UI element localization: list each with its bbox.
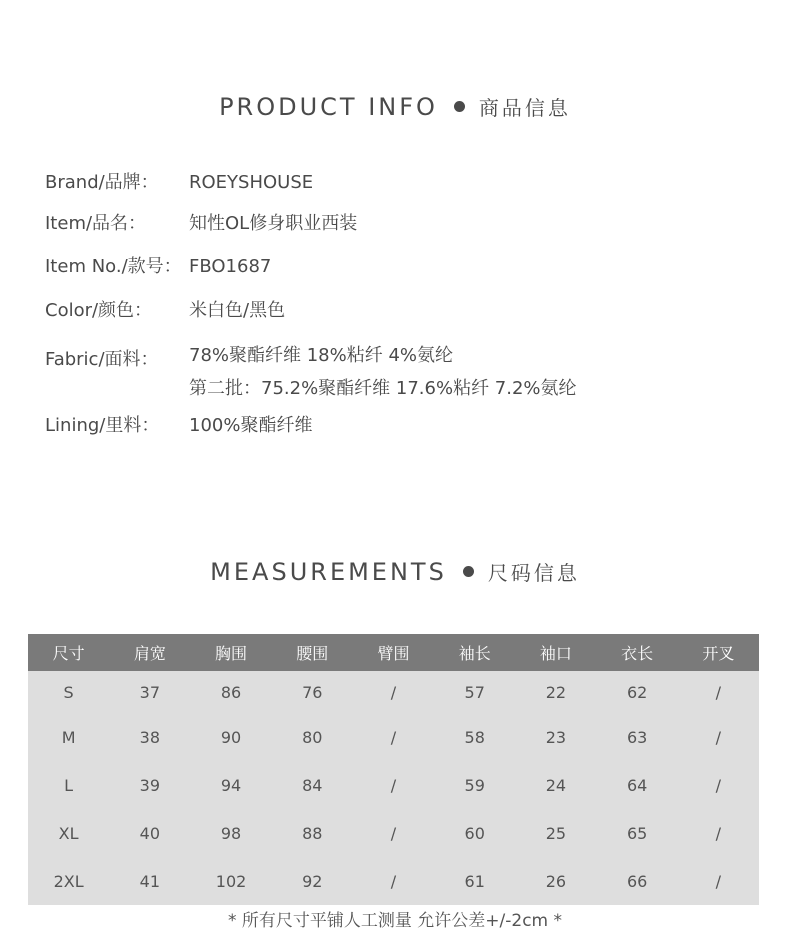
- table-cell: 98: [190, 809, 271, 857]
- table-cell: 62: [597, 671, 678, 713]
- table-row: [28, 761, 759, 809]
- title-dot-icon: [454, 101, 465, 112]
- table-header: 肩宽: [109, 634, 190, 671]
- info-label: Item No./款号：: [45, 256, 182, 277]
- table-cell: 2XL: [28, 857, 109, 905]
- info-row-item: [45, 209, 357, 235]
- table-row: [28, 809, 759, 857]
- table-header: 袖口: [515, 634, 596, 671]
- table-cell: 40: [109, 809, 190, 857]
- info-label: Brand/品牌：: [45, 172, 159, 193]
- table-cell: 94: [190, 761, 271, 809]
- size-table: [28, 634, 759, 905]
- info-row-brand: [45, 168, 313, 194]
- info-value: 知性OL修身职业西装: [189, 213, 358, 234]
- info-row-lining: [45, 411, 312, 437]
- table-header: 尺寸: [28, 634, 109, 671]
- measurements-title: [0, 557, 790, 586]
- table-cell: 80: [272, 713, 353, 761]
- table-cell: /: [353, 671, 434, 713]
- table-cell: 41: [109, 857, 190, 905]
- table-cell: 24: [515, 761, 596, 809]
- info-row-color: [45, 296, 285, 322]
- table-cell: 22: [515, 671, 596, 713]
- measurement-note: * 所有尺寸平铺人工测量 允许公差+/-2cm *: [227, 911, 563, 931]
- table-cell: /: [678, 857, 759, 905]
- table-cell: 86: [190, 671, 271, 713]
- table-cell: /: [353, 857, 434, 905]
- table-row: [28, 713, 759, 761]
- product-info-title: [0, 92, 790, 121]
- table-cell: 26: [515, 857, 596, 905]
- table-cell: 61: [434, 857, 515, 905]
- info-value: 78%聚酯纤维 18%粘纤 4%氨纶 第二批：75.2%聚酯纤维 17.6%粘纤 7.2%氨纶: [189, 345, 577, 399]
- table-header: 腰围: [272, 634, 353, 671]
- table-cell: 102: [190, 857, 271, 905]
- table-header: 袖长: [434, 634, 515, 671]
- product-info-title-en: PRODUCT INFO: [219, 93, 438, 121]
- info-value: 100%聚酯纤维: [189, 415, 313, 436]
- table-row: [28, 857, 759, 905]
- info-value: ROEYSHOUSE: [189, 172, 314, 193]
- info-label: Lining/里料：: [45, 415, 160, 436]
- table-cell: 63: [597, 713, 678, 761]
- info-label: Color/颜色：: [45, 300, 153, 321]
- measurements-title-en: MEASUREMENTS: [210, 558, 447, 586]
- info-value: 米白色/黑色: [189, 300, 286, 321]
- table-cell: S: [28, 671, 109, 713]
- table-cell: L: [28, 761, 109, 809]
- table-cell: 58: [434, 713, 515, 761]
- table-header: 开叉: [678, 634, 759, 671]
- table-cell: 84: [272, 761, 353, 809]
- info-value: FBO1687: [189, 256, 272, 277]
- table-cell: M: [28, 713, 109, 761]
- table-cell: /: [353, 761, 434, 809]
- product-info-title-cn: 商品信息: [478, 96, 571, 120]
- table-cell: 88: [272, 809, 353, 857]
- table-cell: /: [678, 809, 759, 857]
- table-cell: 76: [272, 671, 353, 713]
- table-header: 衣长: [597, 634, 678, 671]
- info-label: Fabric/面料：: [45, 349, 159, 370]
- measurements-title-cn: 尺码信息: [487, 561, 580, 585]
- table-cell: 65: [597, 809, 678, 857]
- info-row-fabric: [45, 345, 577, 405]
- table-cell: 25: [515, 809, 596, 857]
- table-cell: 59: [434, 761, 515, 809]
- info-row-item-no: [45, 252, 271, 278]
- table-row: [28, 671, 759, 713]
- table-cell: /: [678, 761, 759, 809]
- table-cell: XL: [28, 809, 109, 857]
- table-cell: 37: [109, 671, 190, 713]
- table-cell: 64: [597, 761, 678, 809]
- table-header: 胸围: [190, 634, 271, 671]
- table-cell: 92: [272, 857, 353, 905]
- table-cell: 57: [434, 671, 515, 713]
- table-cell: 90: [190, 713, 271, 761]
- info-label: Item/品名：: [45, 213, 147, 234]
- table-cell: /: [353, 713, 434, 761]
- table-cell: 39: [109, 761, 190, 809]
- table-cell: /: [353, 809, 434, 857]
- table-cell: 66: [597, 857, 678, 905]
- table-cell: 38: [109, 713, 190, 761]
- table-header: 臂围: [353, 634, 434, 671]
- title-dot-icon: [463, 566, 474, 577]
- table-cell: /: [678, 713, 759, 761]
- table-cell: 23: [515, 713, 596, 761]
- table-cell: 60: [434, 809, 515, 857]
- table-header-row: [28, 634, 759, 671]
- table-cell: /: [678, 671, 759, 713]
